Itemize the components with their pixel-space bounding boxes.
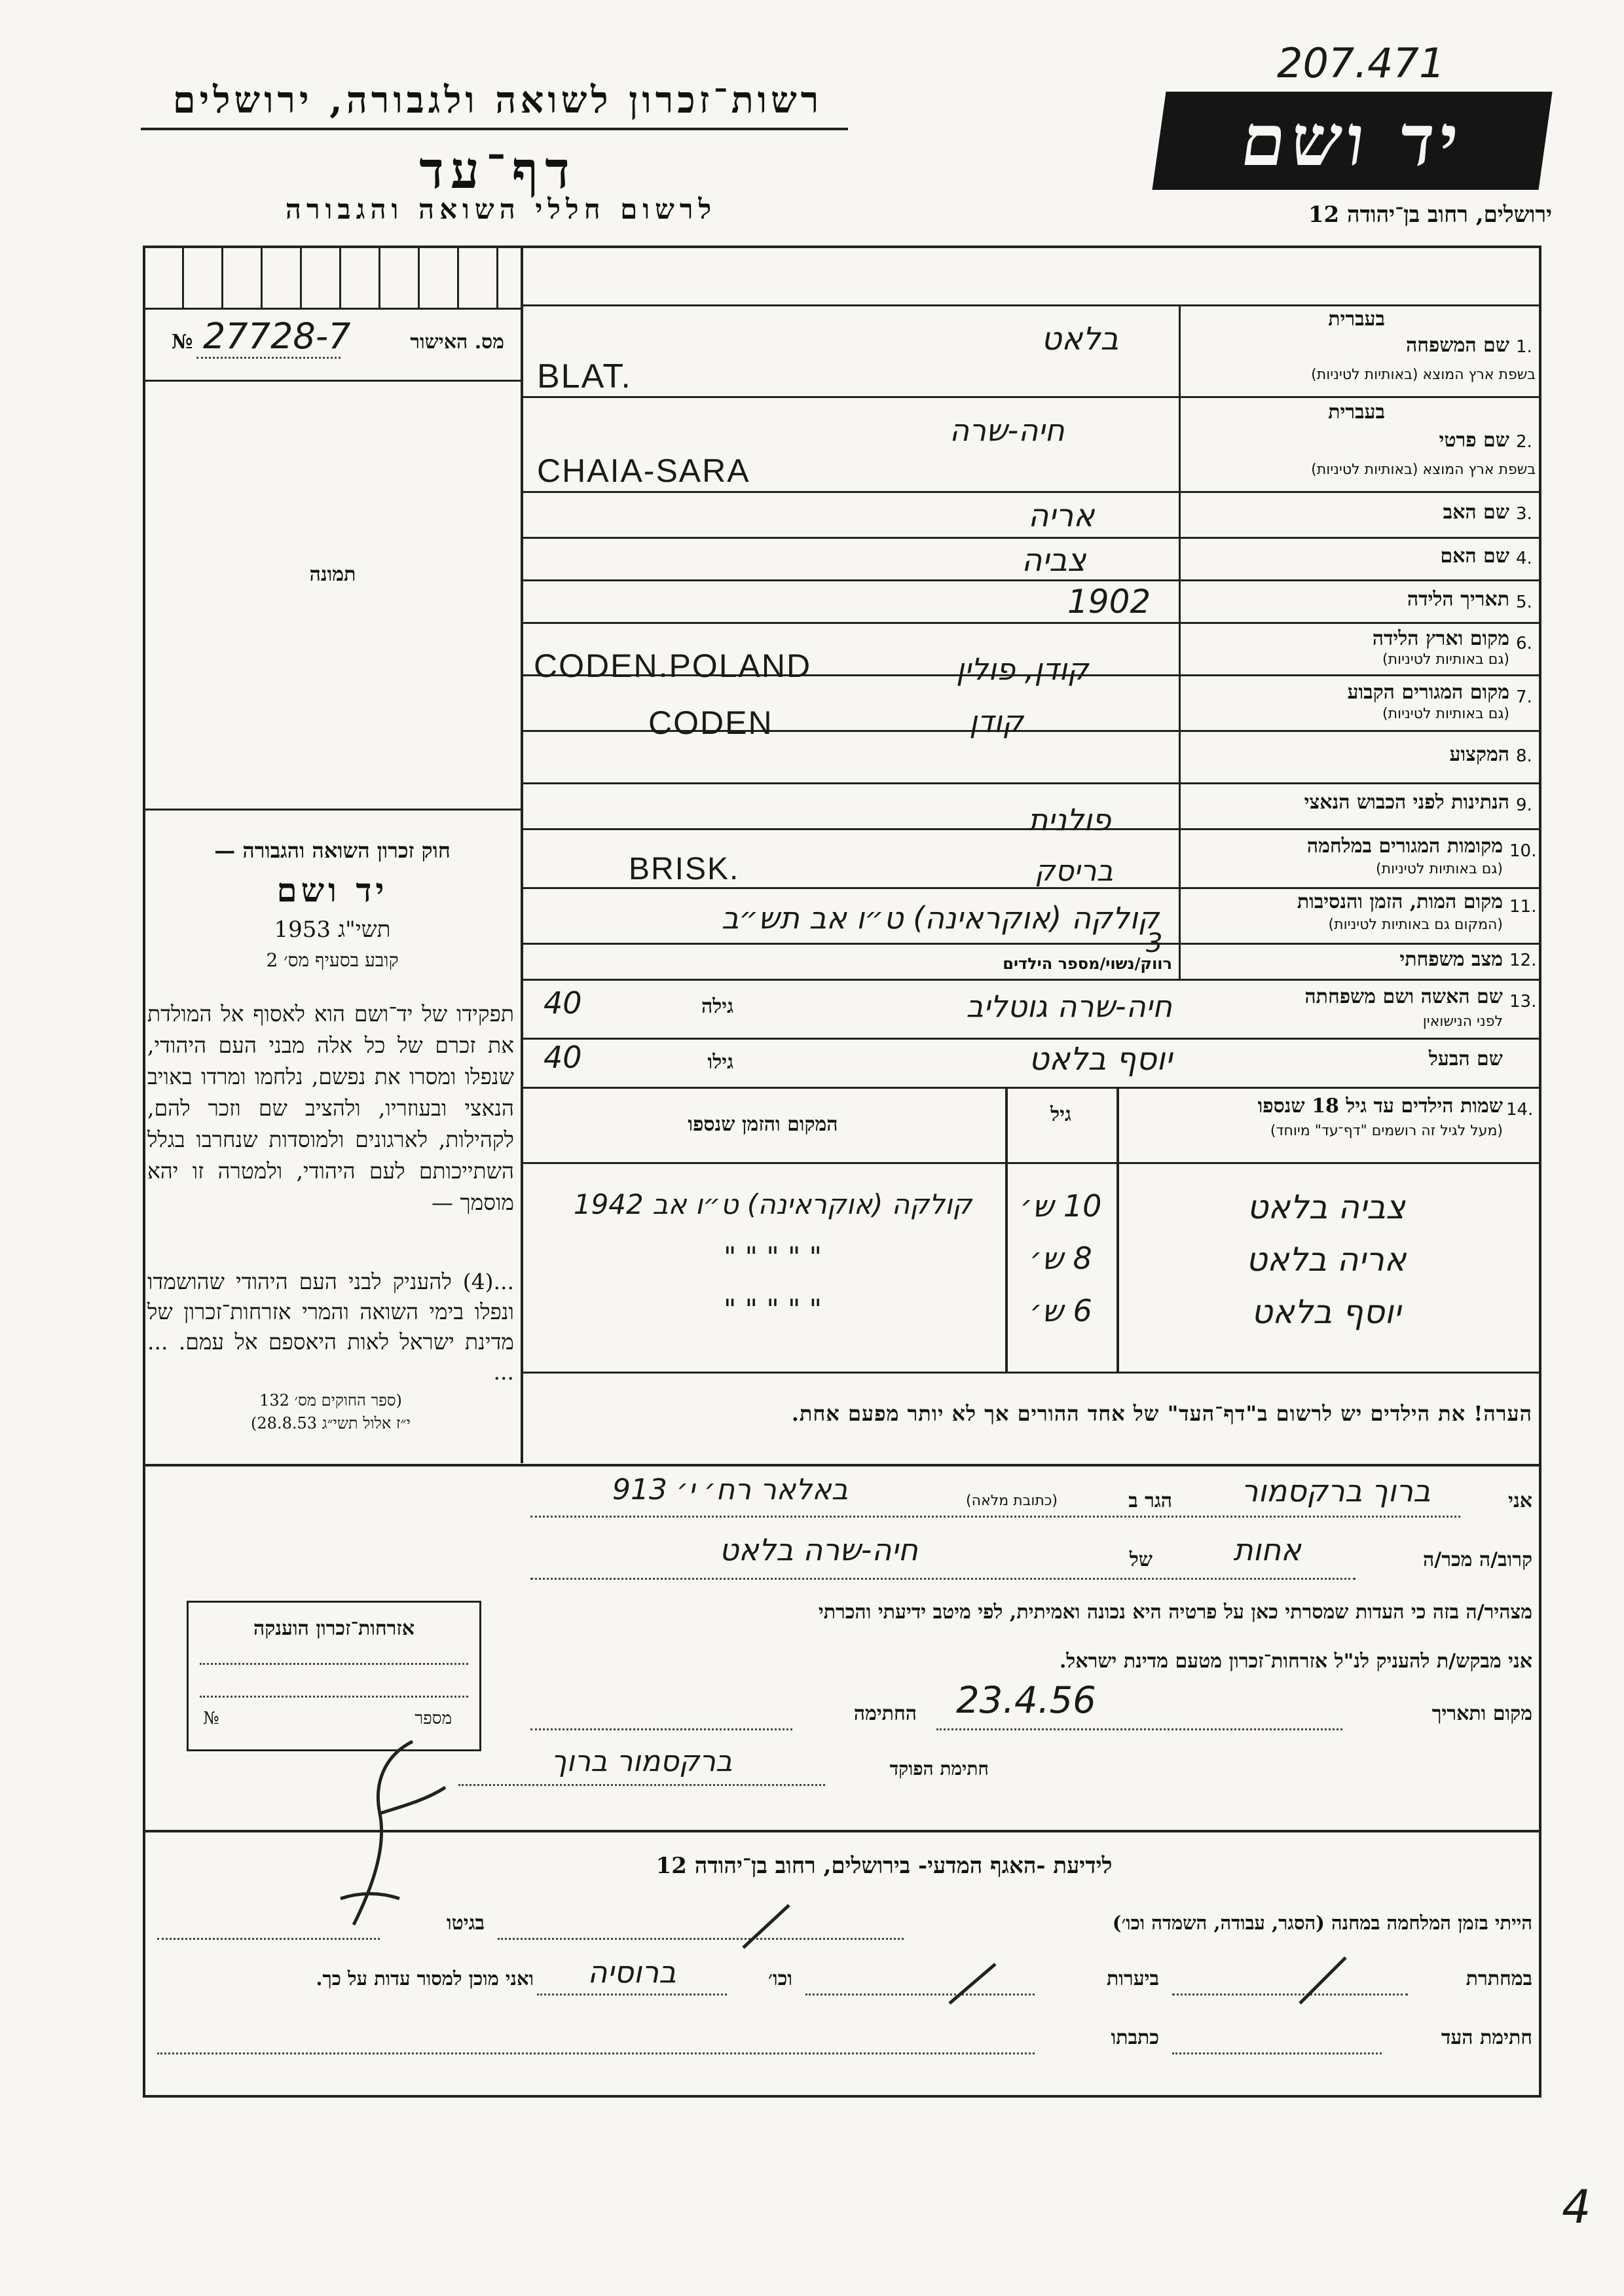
- husband-label: שם הבעל: [1428, 1048, 1503, 1070]
- bottom-section-rule-top: [143, 1830, 1541, 1832]
- field-6-label: מקום וארץ הלידה: [1372, 627, 1509, 650]
- husband-age: 40: [544, 1040, 582, 1075]
- approval-no-symbol: №: [172, 331, 193, 354]
- bottom-forests-label: ביערות: [1106, 1967, 1159, 1990]
- child-2-name: אריה בלאט: [1246, 1241, 1407, 1279]
- field-2-latin-value: CHAIA-SARA: [537, 452, 750, 489]
- bottom-line1-prefix: הייתי בזמן המלחמה במחנה (הסגר, עבודה, השמדה וכו׳): [1112, 1912, 1532, 1934]
- decl-statement: מצהיר/ה בזה כי העדות שמסרתי כאן על פרטיה היא נכונה ואמיתית, לפי מיטב ידיעתי והכרתי: [818, 1601, 1532, 1624]
- logo-text: יד ושם: [1236, 100, 1469, 182]
- approval-number: 27728-7: [203, 316, 351, 357]
- field-10-latin-value: BRISK.: [629, 852, 740, 886]
- field-13-age: 40: [544, 985, 582, 1021]
- law-year: תשי"ג 1953: [274, 917, 391, 943]
- field-8-label: המקצוע: [1449, 743, 1509, 766]
- decl-i-label: אני: [1508, 1489, 1532, 1512]
- field-13-label: שם האשה ושם משפחתה: [1304, 985, 1503, 1008]
- field-4-label: שם האם: [1440, 545, 1509, 568]
- decl-request: אני מבקש/ת להעניק לנ"ל אזרחות־זכרון מטעם מדינת ישראל.: [1059, 1650, 1532, 1673]
- field-4-num: 4.: [1516, 549, 1532, 568]
- field-7-latin-value: CODEN: [648, 704, 773, 741]
- field-1-tag: בעברית: [1328, 308, 1385, 331]
- bottom-witness-sig-label: חתימת העד: [1441, 2026, 1532, 2049]
- label-column-divider: [1179, 304, 1181, 979]
- field-12-num: 12.: [1509, 951, 1537, 970]
- field-2-label: שם פרטי: [1439, 429, 1509, 452]
- field-3-num: 3.: [1516, 504, 1532, 524]
- field-1-latin-value: BLAT.: [537, 357, 632, 395]
- field-10-num: 10.: [1509, 841, 1537, 861]
- top-cell-row-rule: [143, 308, 523, 310]
- field-10-hebrew-value: בריסק: [1035, 854, 1113, 888]
- decl-address-hint: (כתובת מלאה): [966, 1493, 1058, 1509]
- field-5-label: תאריך הלידה: [1407, 588, 1509, 611]
- bottom-line1-ghetto: בגיטו: [446, 1912, 485, 1935]
- field-2-hebrew-value: חיה-שרה: [950, 412, 1065, 448]
- field-6-num: 6.: [1516, 634, 1532, 653]
- field-5-num: 5.: [1516, 592, 1532, 612]
- decl-of-label: של: [1129, 1548, 1153, 1571]
- field-12-label: מצב משפחתי: [1399, 948, 1503, 971]
- yad-vashem-logo: [1152, 92, 1552, 190]
- decl-lives-label: הגר ב: [1128, 1489, 1172, 1512]
- field-11-value: קולקה (אוקראינה) ט״ו אב תש״ב: [721, 900, 1159, 936]
- field-10-sub: (גם באותיות לטיניות): [1376, 861, 1503, 877]
- field-1-hebrew-value: בלאט: [1041, 321, 1119, 357]
- form-subtitle: לרשום חללי השואה והגבורה: [285, 193, 717, 225]
- field-2-tag: בעברית: [1328, 401, 1385, 424]
- bottom-witness-addr-label: כתבתו: [1111, 2026, 1159, 2049]
- law-source-date: י״ז אלול תשי״ג 28.8.53): [251, 1414, 411, 1432]
- authority-line: רשות־זכרון לשואה ולגבורה, ירושלים: [172, 79, 823, 122]
- child-3-place: " " " " ": [724, 1293, 822, 1325]
- field-1-num: 1.: [1516, 337, 1532, 357]
- children-age-header: גיל: [1050, 1103, 1071, 1126]
- field-7-sub: (גם באותיות לטיניות): [1382, 706, 1509, 722]
- decl-officer-label: חתימת הפוקד: [889, 1758, 989, 1779]
- field-7-hebrew-value: קודן: [969, 704, 1024, 739]
- law-source: (ספר החוקים מס׳ 132: [259, 1391, 402, 1410]
- field-13-value: חיה-שרה גוטליב: [966, 989, 1172, 1024]
- field-7-num: 7.: [1516, 687, 1532, 707]
- husband-age-label: גילו: [707, 1051, 733, 1074]
- photo-top-rule: [143, 380, 523, 382]
- child-3-age: 6 ש׳: [1029, 1293, 1092, 1328]
- yad-vashem-address: ירושלים, רחוב בן־יהודה 12: [1308, 202, 1552, 228]
- field-11-num: 11.: [1509, 897, 1537, 917]
- child-1-name: צביה בלאט: [1247, 1188, 1405, 1226]
- decl-place-date-label: מקום ותאריך: [1431, 1702, 1532, 1725]
- field-11-sub: (המקום גם באותיות לטיניות): [1328, 917, 1503, 933]
- child-1-place: קולקה (אוקראינה) ט״ו אב 1942: [573, 1188, 972, 1220]
- bottom-title: לידיעת -האגף המדעי- בירושלים, רחוב בן־יהודה 12: [655, 1853, 1113, 1879]
- field-12-value: 3: [1146, 928, 1163, 958]
- decl-name-value: ברוך ברקסמור: [1241, 1473, 1431, 1508]
- field-10-label: מקומות המגורים במלחמה: [1306, 835, 1503, 858]
- field-8-num: 8.: [1516, 746, 1532, 766]
- child-3-name: יוסף בלאט: [1251, 1293, 1401, 1331]
- child-1-age: 10 ש׳: [1020, 1188, 1102, 1224]
- child-2-age: 8 ש׳: [1029, 1241, 1092, 1276]
- bottom-slash-marks: [0, 1886, 1624, 2016]
- approval-label: מס. האישור: [410, 331, 504, 354]
- field-7-label: מקום המגורים הקבוע: [1347, 681, 1509, 704]
- field-2-sub: בשפת ארץ המוצא (באותיות לטיניות): [1311, 462, 1536, 478]
- decl-officer-value: ברקסמור ברוך: [551, 1745, 733, 1778]
- field-1-sub: בשפת ארץ המוצא (באותיות לטיניות): [1311, 367, 1536, 383]
- field-5-value: 1902: [1067, 583, 1151, 621]
- law-clause: קובע בסעיף מס׳ 2: [266, 949, 399, 971]
- field-6-hebrew-value: קודן, פולין: [956, 651, 1089, 687]
- decl-relation-value: אחות: [1233, 1532, 1301, 1567]
- left-column-divider: [521, 246, 523, 1463]
- decl-signature-label: החתימה: [853, 1702, 917, 1725]
- field-3-label: שם האב: [1443, 501, 1509, 524]
- child-2-place: " " " " ": [724, 1241, 822, 1273]
- law-name: יד ושם: [276, 871, 388, 909]
- law-title: חוק זכרון השואה והגבורה —: [214, 838, 451, 863]
- field-2-num: 2.: [1516, 432, 1532, 452]
- citizenship-title: אזרחות־זכרון הוענקה: [253, 1617, 415, 1640]
- form-title: דף־עד: [419, 141, 576, 200]
- husband-value: יוסף בלאט: [1028, 1041, 1172, 1078]
- field-13-sub: לפני הנישואין: [1422, 1013, 1503, 1030]
- decl-relative-label: קרוב/ה מכר/ה: [1423, 1548, 1532, 1571]
- bottom-hiding-label: במחתרת: [1466, 1967, 1532, 1990]
- field-11-label: מקום המות, הזמן והנסיבות: [1297, 890, 1503, 913]
- decl-date-value: 23.4.56: [956, 1679, 1096, 1722]
- bottom-line2-suffix: ואני מוכן למסור עדות על כך.: [316, 1967, 534, 1990]
- field-4-value: צביה: [1022, 542, 1086, 579]
- photo-label: תמונה: [309, 563, 356, 586]
- citizenship-number-label: מספר: [415, 1709, 452, 1728]
- bottom-line2-value: ברוסיה: [587, 1954, 676, 1990]
- field-12-sub: רווק/נשוי/מספר הילדים: [1003, 955, 1172, 973]
- field-1-label: שם המשפחה: [1405, 334, 1509, 357]
- field-6-latin-value: CODEN.POLAND: [534, 647, 812, 684]
- law-paragraph-2: ...(4) להעניק לבני העם היהודי שהושמדו ונפלו בימי השואה והמרי אזרחות־זכרון של מדינת ישראל לאות היאספם אל עמם. ... ...: [147, 1269, 514, 1385]
- field-9-label: הנתינות לפני הכבוש הנאצי: [1304, 791, 1509, 814]
- header-rule: [141, 128, 848, 130]
- citizenship-no-symbol: №: [203, 1709, 219, 1728]
- children-note: הערה! את הילדים יש לרשום ב"דף־העד" של אחד ההורים אך לא יותר מפעם אחת.: [791, 1401, 1532, 1426]
- children-subtitle: (מעל לגיל זה רושמים "דף־עד" מיוחד): [1270, 1123, 1503, 1139]
- decl-of-value: חיה-שרה בלאט: [719, 1532, 918, 1567]
- photo-bottom-rule: [143, 809, 523, 811]
- law-paragraph: תפקידו של יד־ושם הוא לאסוף אל המולדת את זכרם של כל אלה מבני העם היהודי, שנפלו ומסרו את נפשם, נלחמו ומרדו באויב הנאצי ובעוזריו, ולהציב שם וזכר להם, לקהילות, לארגונים ולמוסדות שנחרבו בגלל השתייכותם לעם היהודי, ולמטרה זו יהא מוסמך —: [147, 1001, 514, 1215]
- margin-mark: 4: [1562, 2180, 1591, 2234]
- decl-address-value: באלאר רח׳ י׳ 913: [612, 1473, 849, 1506]
- field-13-num: 13.: [1509, 992, 1537, 1011]
- field-3-value: אריה: [1028, 498, 1095, 534]
- children-num: 14.: [1506, 1100, 1534, 1120]
- children-title: שמות הילדים עד גיל 18 שנספו: [1257, 1095, 1503, 1118]
- field-9-num: 9.: [1516, 795, 1532, 815]
- field-6-sub: (גם באותיות לטיניות): [1382, 651, 1509, 668]
- archive-number: 207.471: [1277, 39, 1445, 87]
- bottom-section-rule-bottom: [143, 2095, 1541, 2098]
- field-9-value: פולנית: [1028, 802, 1111, 837]
- bottom-etc-label: וכו׳: [768, 1967, 792, 1990]
- children-place-header: המקום והזמן שנספו: [688, 1113, 838, 1136]
- field-13-age-label: גילה: [701, 995, 733, 1018]
